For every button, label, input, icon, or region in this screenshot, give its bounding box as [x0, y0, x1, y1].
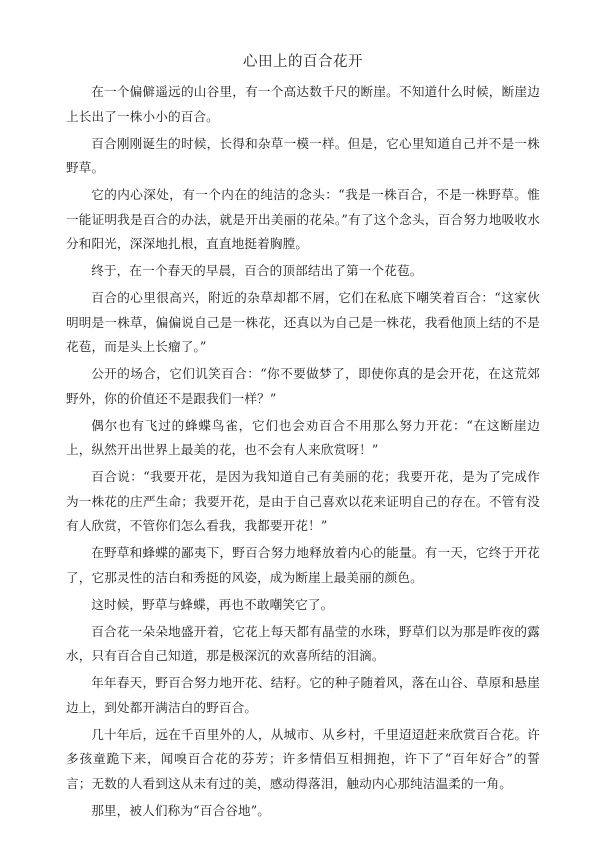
paragraph: 年年春天，野百合努力地开花、结籽。它的种子随着风，落在山谷、草原和悬崖边上，到处都开满洁白的野百合。	[66, 675, 540, 715]
paragraph: 几十年后，远在千百里外的人，从城市、从乡村，千里迢迢赶来欣赏百合花。许多孩童跪下来，闻嗅百合花的芬芳；许多情侣互相拥抱，许下了“百年好合”的誓 言；无数的人看到这从未有过的美，感动得落泪，触动内心那纯洁温柔的一角。	[66, 726, 540, 791]
paragraph: 百合的心里很高兴，附近的杂草却都不屑，它们在私底下嘲笑着百合：“这家伙明明是一株草，偏偏说自己是一株花，还真以为自己是一株花，我看他顶上结的不是花苞，而是头上长瘤了。”	[66, 290, 540, 354]
paragraph: 它的内心深处，有一个内在的纯洁的念头：“我是一株百合，不是一株野草。惟一能证明我是百合的办法，就是开出美丽的花朵。”有了这个念头，百合努力地吸收水分和阳光，深深地扎根，直直地挺着胸膛。	[66, 187, 540, 251]
paragraph: 公开的场合，它们讥笑百合：“你不要做梦了，即使你真的是会开花，在这荒郊野外，你的价值还不是跟我们一样？”	[66, 366, 540, 406]
paragraph: 百合刚刚诞生的时候，长得和杂草一模一样。但是，它心里知道自己并不是一株野草。	[66, 135, 540, 175]
paragraph: 终于，在一个春天的早晨，百合的顶部结出了第一个花苞。	[91, 263, 423, 278]
paragraph: 偶尔也有飞过的蜂蝶鸟雀，它们也会劝百合不用那么努力开花：“在这断崖边上，纵然开出世界上最美的花，也不会有人来欣赏呀！”	[66, 417, 540, 457]
paragraph: 那里，被人们称为“百合谷地”。	[91, 802, 271, 818]
paragraph: 在一个偏僻遥远的山谷里，有一个高达数千尺的断崖。不知道什么时候，断崖边上长出了一株小小的百合。	[66, 84, 540, 124]
paragraph: 在野草和蜂蝶的鄙夷下，野百合努力地释放着内心的能量。有一天，它终于开花了，它那灵性的洁白和秀挺的风姿，成为断崖上最美丽的颜色。	[66, 545, 540, 585]
document-body	[66, 80, 540, 823]
paragraph: 百合花一朵朵地盛开着，它花上每天都有晶莹的水珠，野草们以为那是昨夜的露水，只有百合自己知道，那是极深沉的欢喜所结的泪滴。	[66, 623, 540, 663]
document-page	[66, 52, 540, 826]
paragraph: 百合说：“我要开花，是因为我知道自己有美丽的花；我要开花，是为了完成作为一株花的庄严生命；我要开花，是由于自己喜欢以花来证明自己的存在。不管有没有人欣赏，不管你们怎么看我，我都要开花！”	[66, 469, 540, 533]
document-title: 心田上的百合花开	[243, 54, 363, 70]
paragraph: 这时候，野草与蜂蝶，再也不敢嘲笑它了。	[91, 596, 334, 612]
